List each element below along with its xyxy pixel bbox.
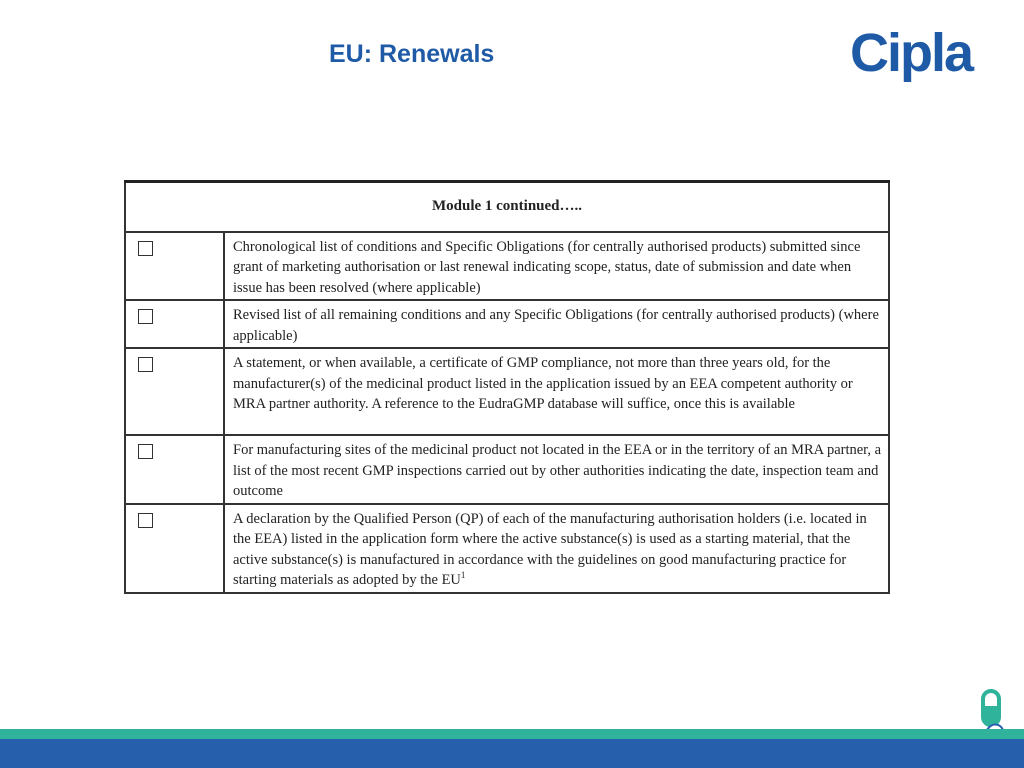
checkbox[interactable]: [138, 357, 153, 372]
checkbox[interactable]: [138, 513, 153, 528]
table-row: [125, 435, 889, 504]
checkbox[interactable]: [138, 444, 153, 459]
checkbox-cell: [125, 504, 224, 593]
table-header: Module 1 continued…..: [125, 182, 889, 232]
checkbox-cell: [125, 232, 224, 301]
module-checklist-table: [124, 180, 890, 594]
table-row: [125, 504, 889, 593]
checkbox-cell: [125, 348, 224, 435]
footnote-marker: 1: [460, 570, 466, 581]
row-text: A statement, or when available, a certificate of GMP compliance, not more than three years old, for the manufacturer(s) of the medicinal product listed in the application issued by an EEA competent authority or MRA partner authority. A reference to the EudraGMP database will suffice, once this is available: [224, 348, 889, 435]
cipla-logo: Cipla: [850, 23, 973, 83]
row-text: For manufacturing sites of the medicinal product not located in the EEA or in the territory of an MRA partner, a list of the most recent GMP inspections carried out by other authorities indicating the date, inspection team and outcome: [224, 435, 889, 504]
table-header-row: [125, 182, 889, 232]
footer-blue-bar: [0, 739, 1024, 768]
table-row: [125, 300, 889, 348]
checkbox[interactable]: [138, 309, 153, 324]
row-text: Revised list of all remaining conditions and any Specific Obligations (for centrally authorised products) (where applicable): [224, 300, 889, 348]
table-row: [125, 348, 889, 435]
row-text: A declaration by the Qualified Person (QP) of each of the manufacturing authorisation holders (i.e. located in the EEA) listed in the application form where the active substance(s) is used as a starting material, that the active substance(s) is manufactured in accordance with the guidelines on good manufacturing practice for starting materials as adopted by the EU: [233, 510, 867, 588]
footer-teal-bar: [0, 729, 1024, 739]
row-text: Chronological list of conditions and Specific Obligations (for centrally authorised products) submitted since grant of marketing authorisation or last renewal indicating scope, status, date of submission and date when issue has been resolved (where applicable): [224, 232, 889, 301]
page-number: 25: [971, 752, 983, 763]
checkbox-cell: [125, 435, 224, 504]
checkbox[interactable]: [138, 241, 153, 256]
row-text-cell: [224, 504, 889, 593]
table-row: [125, 232, 889, 301]
slide-title: EU: Renewals: [329, 40, 495, 68]
checkbox-cell: [125, 300, 224, 348]
